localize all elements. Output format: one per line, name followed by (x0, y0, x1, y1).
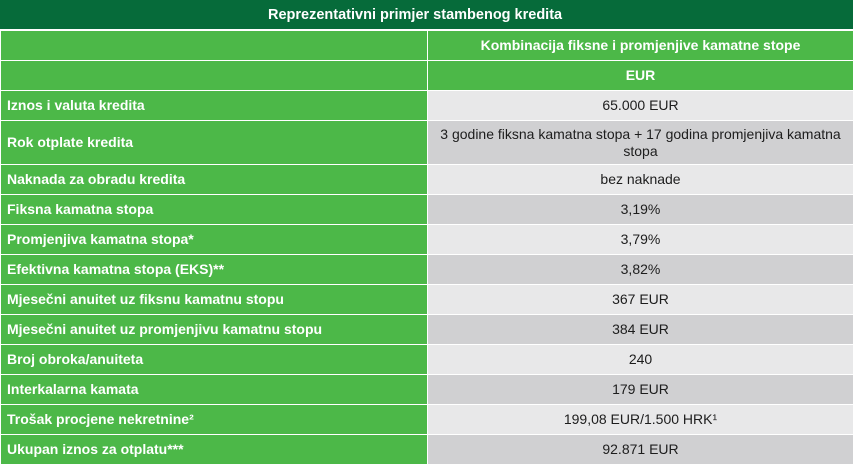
row-label: Promjenjiva kamatna stopa* (1, 225, 428, 255)
row-value: 179 EUR (428, 375, 853, 405)
header-empty-cell (1, 31, 428, 61)
row-value: 3,82% (428, 255, 853, 285)
table-row (1, 165, 853, 195)
table-row (1, 375, 853, 405)
header-row (1, 31, 853, 61)
row-label: Iznos i valuta kredita (1, 91, 428, 121)
row-label: Fiksna kamatna stopa (1, 195, 428, 225)
data-table (0, 30, 853, 465)
table-title: Reprezentativni primjer stambenog kredita (0, 0, 853, 30)
table-row (1, 121, 853, 165)
row-value: bez naknade (428, 165, 853, 195)
table-row (1, 91, 853, 121)
row-value: 367 EUR (428, 285, 853, 315)
table-row (1, 285, 853, 315)
table-row (1, 405, 853, 435)
table-row (1, 435, 853, 465)
row-label: Naknada za obradu kredita (1, 165, 428, 195)
currency-header: EUR (428, 61, 853, 91)
row-label: Efektivna kamatna stopa (EKS)** (1, 255, 428, 285)
table-row (1, 345, 853, 375)
row-label: Rok otplate kredita (1, 121, 428, 165)
row-label: Mjesečni anuitet uz promjenjivu kamatnu stopu (1, 315, 428, 345)
row-value: 3,19% (428, 195, 853, 225)
row-label: Mjesečni anuitet uz fiksnu kamatnu stopu (1, 285, 428, 315)
currency-row (1, 61, 853, 91)
row-label: Trošak procjene nekretnine² (1, 405, 428, 435)
row-value: 384 EUR (428, 315, 853, 345)
table-row (1, 315, 853, 345)
table-row (1, 255, 853, 285)
row-label: Interkalarna kamata (1, 375, 428, 405)
currency-empty-cell (1, 61, 428, 91)
row-label: Ukupan iznos za otplatu*** (1, 435, 428, 465)
row-value: 92.871 EUR (428, 435, 853, 465)
row-value: 65.000 EUR (428, 91, 853, 121)
row-label: Broj obroka/anuiteta (1, 345, 428, 375)
row-value: 199,08 EUR/1.500 HRK¹ (428, 405, 853, 435)
table-row (1, 225, 853, 255)
row-value: 240 (428, 345, 853, 375)
table-row (1, 195, 853, 225)
row-value: 3,79% (428, 225, 853, 255)
product-header: Kombinacija fiksne i promjenjive kamatne stope (428, 31, 853, 61)
row-value: 3 godine fiksna kamatna stopa + 17 godina promjenjiva kamatna stopa (428, 121, 853, 165)
